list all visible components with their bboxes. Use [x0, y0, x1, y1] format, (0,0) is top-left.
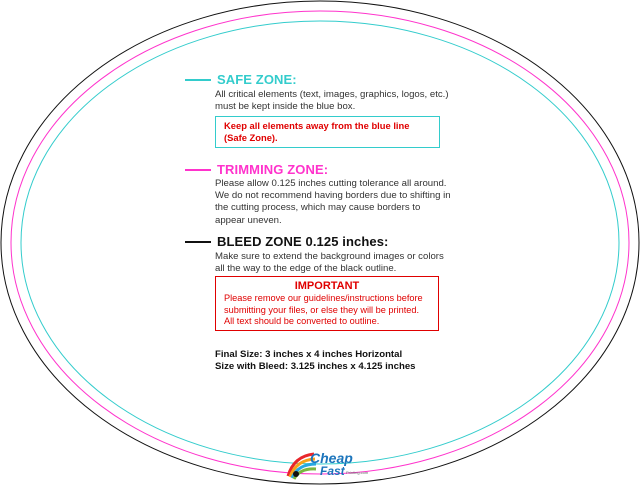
final-size-block — [215, 349, 416, 374]
important-line: Please remove our guidelines/instructions before — [224, 293, 423, 303]
bleed-zone-line: all the way to the edge of the black outline. — [215, 263, 397, 275]
bleed-zone-swatch — [185, 241, 211, 243]
logo-word-cheap: Cheap — [310, 450, 353, 466]
safe-zone-description — [215, 89, 449, 113]
bleed-zone-description — [215, 251, 444, 275]
bleed-zone-title: BLEED ZONE 0.125 inches: — [217, 234, 389, 249]
important-box — [215, 276, 439, 331]
safe-zone-line: must be kept inside the blue box. — [215, 101, 356, 113]
important-line: submitting your files, or else they will be printed. — [224, 304, 420, 315]
bleed-zone-line: Make sure to extend the background images or colors — [215, 251, 444, 262]
trimming-zone-swatch — [185, 169, 211, 171]
important-title: IMPORTANT — [294, 280, 360, 292]
important-line: All text should be converted to outline. — [224, 316, 380, 327]
safe-zone-swatch — [185, 79, 211, 81]
safe-zone-line: All critical elements (text, images, graphics, logos, etc.) — [215, 89, 449, 100]
safe-zone-title: SAFE ZONE: — [217, 72, 297, 87]
safe-zone-note-line: (Safe Zone). — [224, 132, 278, 143]
trimming-zone-heading — [185, 162, 328, 177]
trimming-zone-title: TRIMMING ZONE: — [217, 162, 329, 177]
trimming-zone-line: Please allow 0.125 inches cutting tolerance all around. — [215, 178, 447, 189]
safe-zone-note-line: Keep all elements away from the blue line — [224, 120, 410, 131]
logo-word-printing: Printing.com — [346, 470, 369, 475]
final-size-line: Final Size: 3 inches x 4 inches Horizontal — [215, 349, 403, 360]
logo-word-fast: Fast — [320, 464, 345, 478]
safe-zone-heading — [185, 72, 297, 87]
trimming-zone-description — [215, 178, 451, 227]
trimming-zone-line: appear uneven. — [215, 214, 282, 226]
bleed-zone-heading — [185, 234, 388, 249]
trimming-zone-line: We do not recommend having borders due to shifting in — [215, 190, 451, 202]
trimming-zone-line: the cutting process, which may cause borders to — [215, 202, 421, 214]
cheap-fast-printing-logo — [284, 448, 374, 484]
bleed-size-line: Size with Bleed: 3.125 inches x 4.125 inches — [215, 361, 416, 373]
safe-zone-note-box — [215, 116, 440, 148]
